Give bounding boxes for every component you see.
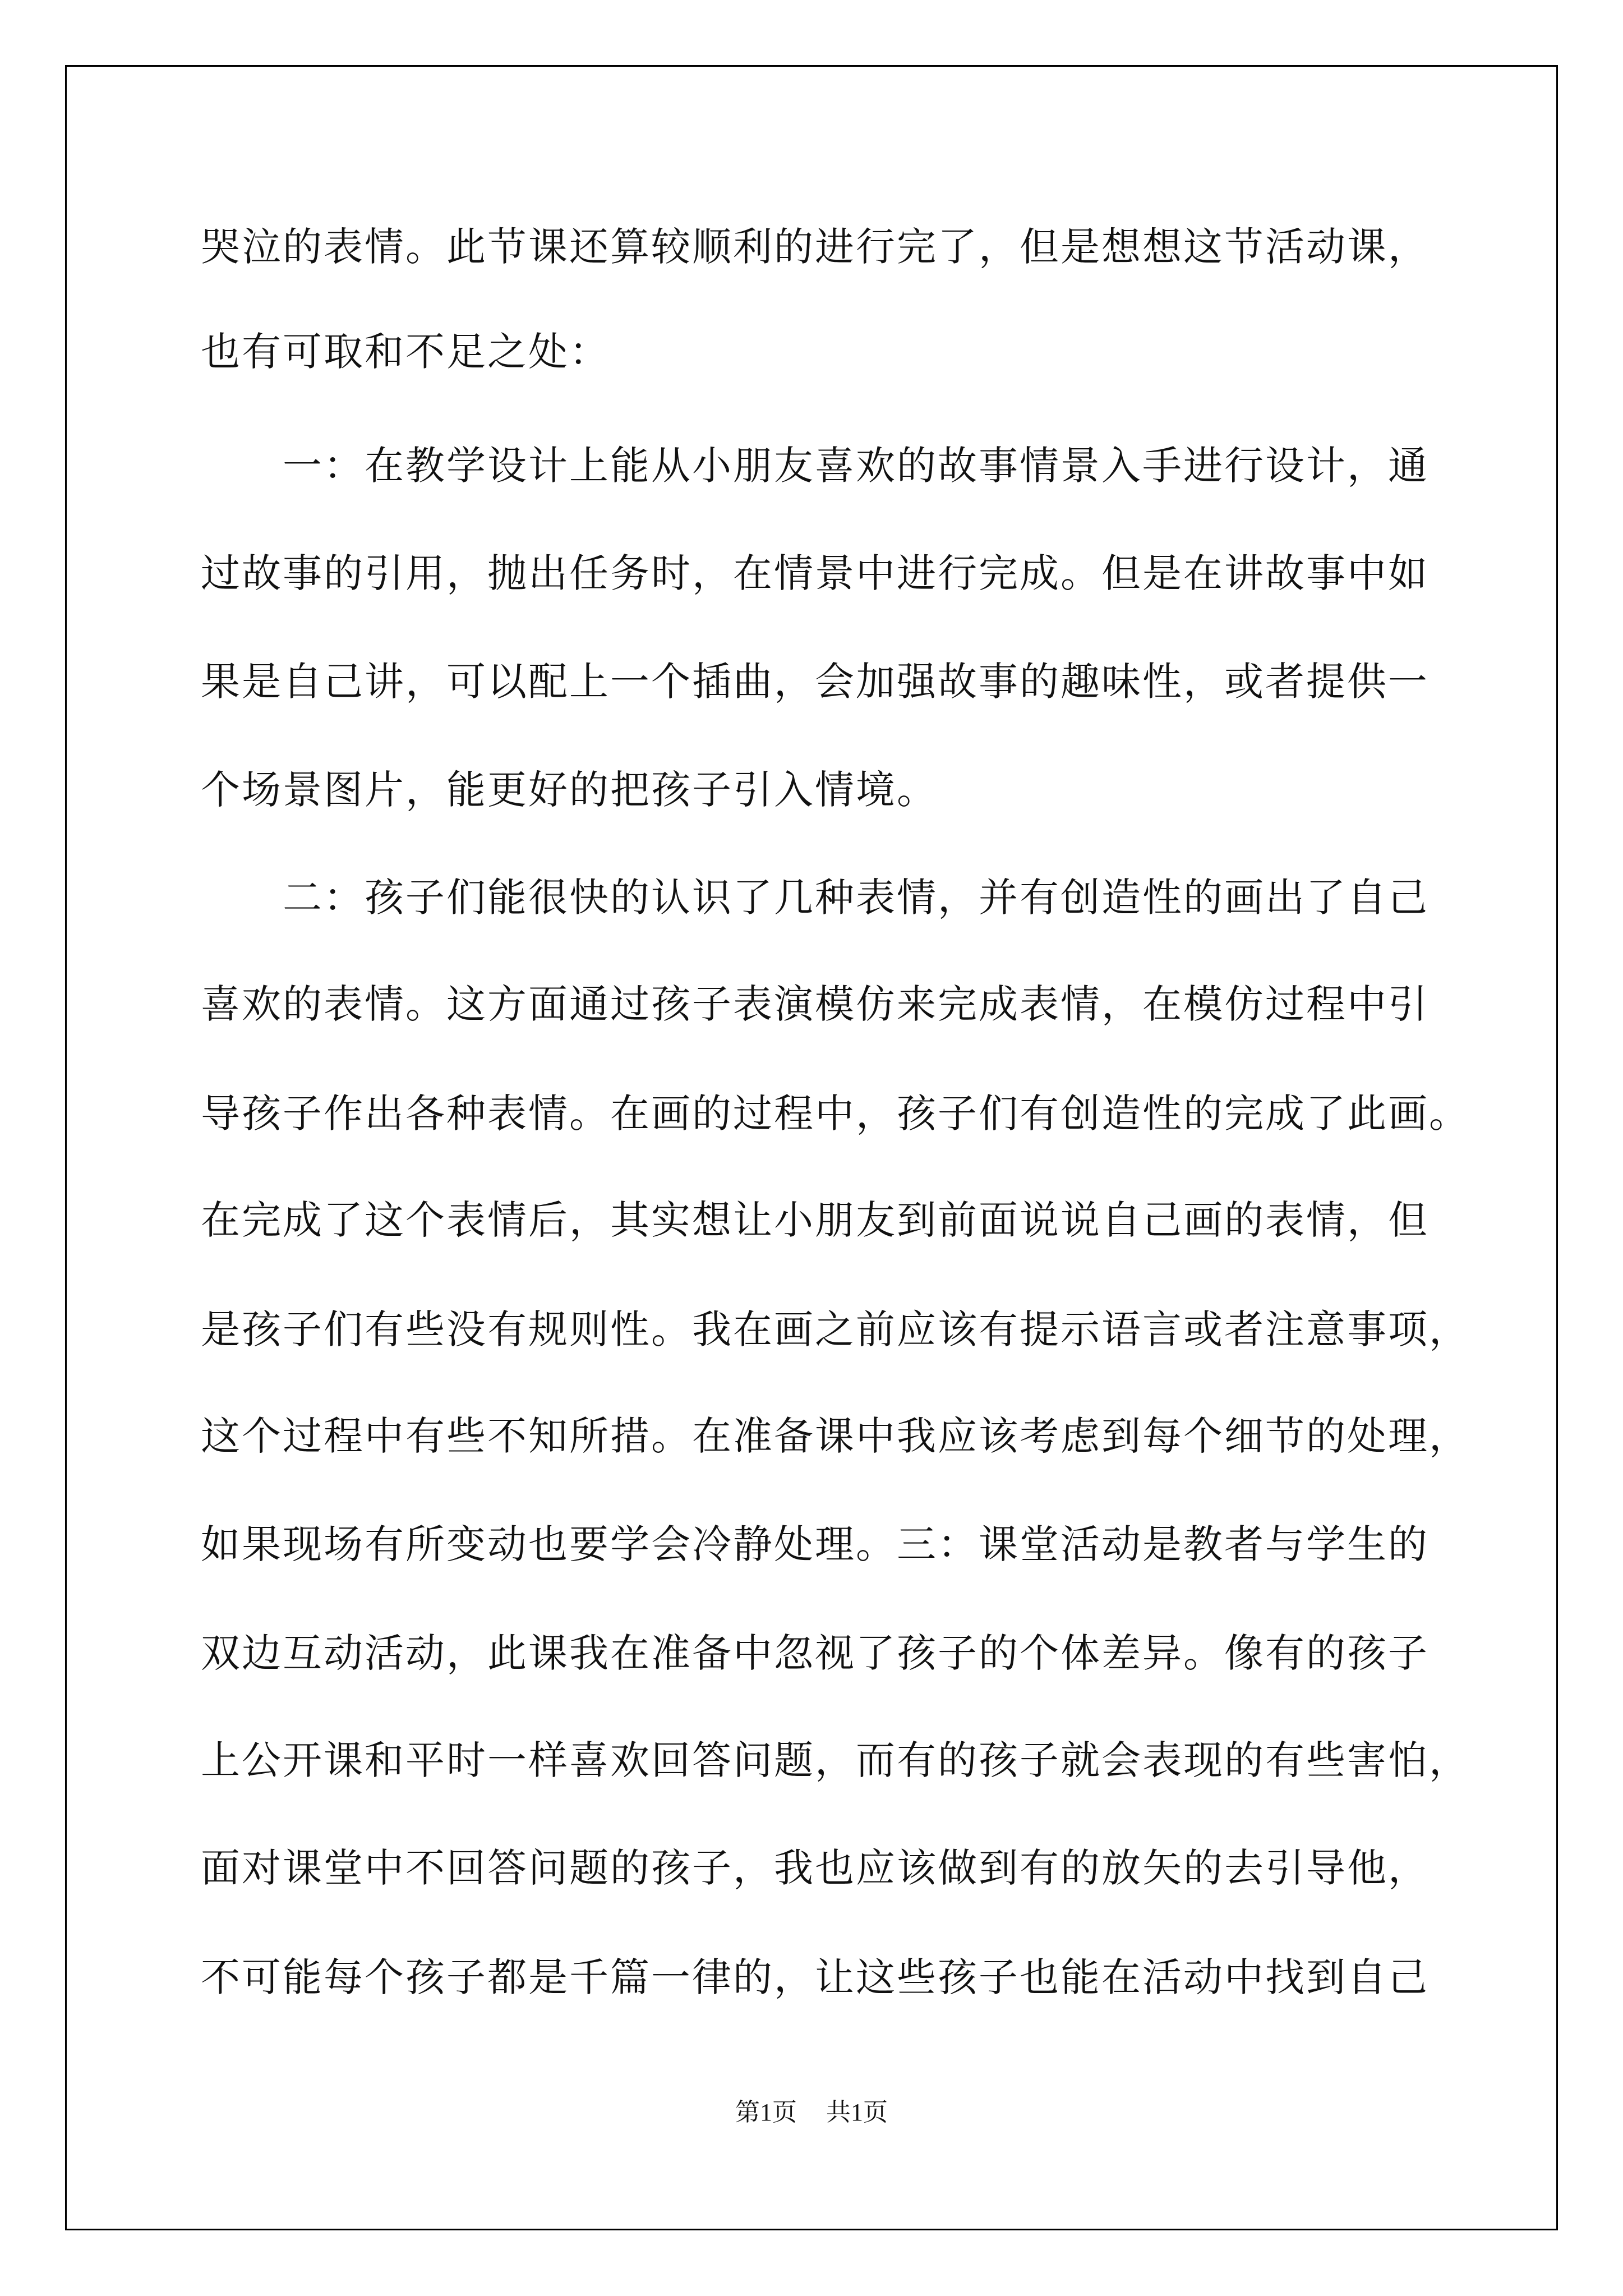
- text-line: 如果现场有所变动也要学会冷静处理。三：课堂活动是教者与学生的: [201, 1521, 1429, 1567]
- text-line: 导孩子作出各种表情。在画的过程中，孩子们有创造性的完成了此画。: [201, 1091, 1470, 1137]
- text-line: 也有可取和不足之处：: [201, 329, 610, 375]
- page-footer: [0, 2097, 1623, 2128]
- text-line: 喜欢的表情。这方面通过孩子表演模仿来完成表情，在模仿过程中引: [201, 981, 1429, 1027]
- text-line: 个场景图片，能更好的把孩子引入情境。: [201, 767, 938, 813]
- text-line: 哭泣的表情。此节课还算较顺利的进行完了，但是想想这节活动课，: [201, 224, 1429, 270]
- text-line: 是孩子们有些没有规则性。我在画之前应该有提示语言或者注意事项，: [201, 1306, 1470, 1352]
- page-number: 第1页: [735, 2099, 797, 2126]
- page-border: [65, 65, 1558, 2230]
- text-line: 上公开课和平时一样喜欢回答问题，而有的孩子就会表现的有些害怕，: [201, 1737, 1470, 1783]
- text-line: 一：在教学设计上能从小朋友喜欢的故事情景入手进行设计，通: [201, 443, 1429, 489]
- text-line: 过故事的引用，抛出任务时，在情景中进行完成。但是在讲故事中如: [201, 550, 1429, 596]
- text-line: 二：孩子们能很快的认识了几种表情，并有创造性的画出了自己: [201, 875, 1429, 921]
- text-line: 在完成了这个表情后，其实想让小朋友到前面说说自己画的表情，但: [201, 1197, 1429, 1243]
- text-line: 果是自己讲，可以配上一个插曲，会加强故事的趣味性，或者提供一: [201, 659, 1429, 705]
- page-total: 共1页: [826, 2099, 888, 2126]
- text-line: 这个过程中有些不知所措。在准备课中我应该考虑到每个细节的处理，: [201, 1413, 1470, 1459]
- text-line: 不可能每个孩子都是千篇一律的，让这些孩子也能在活动中找到自己: [201, 1954, 1429, 2000]
- text-line: 双边互动活动，此课我在准备中忽视了孩子的个体差异。像有的孩子: [201, 1630, 1429, 1676]
- text-line: 面对课堂中不回答问题的孩子，我也应该做到有的放矢的去引导他，: [201, 1845, 1429, 1891]
